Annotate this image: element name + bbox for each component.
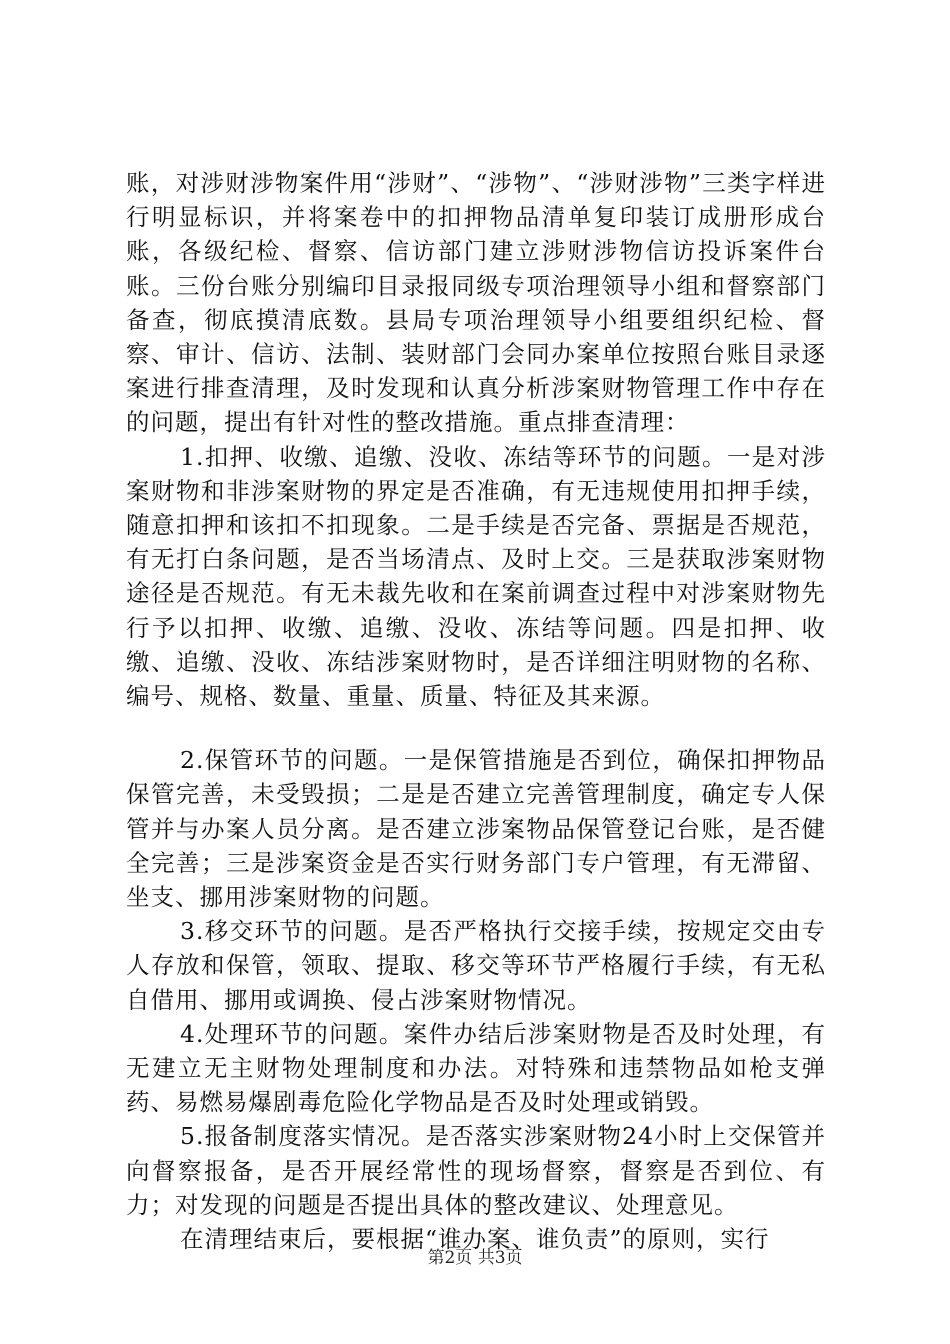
paragraph-continuation: 账，对涉财涉物案件用“涉财”、“涉物”、“涉财涉物”三类字样进行明显标识，并将案卷中的扣押物品清单复印装订成册形成台账，各级纪检、督察、信访部门建立涉财涉物信访投诉案件台账。三份台账分别编印目录报同级专项治理领导小组和督察部门备查，彻底摸清底数。县局专项治理领导小组要组织纪检、督察、审计、信访、法制、装财部门会同办案单位按照台账目录逐案进行排查清理，及时发现和认真分析涉案财物管理工作中存在的问题，提出有针对性的整改措施。重点排查清理： — [126, 169, 826, 437]
paragraph-item-5: 5.报备制度落实情况。是否落实涉案财物24小时上交保管并向督察报备，是否开展经常性的现场督察，督察是否到位、有力；对发现的问题是否提出具体的整改建议、处理意见。 — [126, 1122, 826, 1219]
document-body — [126, 166, 826, 1256]
paragraph-item-1: 1.扣押、收缴、追缴、没收、冻结等环节的问题。一是对涉案财物和非涉案财物的界定是否准确，有无违规使用扣押手续，随意扣押和该扣不扣现象。二是手续是否完备、票据是否规范，有无打白条问题，是否当场清点、及时上交。三是获取涉案财物途径是否规范。有无未裁先收和在案前调查过程中对涉案财物先行予以扣押、收缴、追缴、没收、冻结等问题。四是扣押、收缴、追缴、没收、冻结涉案财物时，是否详细注明财物的名称、编号、规格、数量、重量、质量、特征及其来源。 — [126, 442, 826, 711]
paragraph-closing: 在清理结束后，要根据“谁办案、谁负责”的原则，实行 — [180, 1225, 770, 1254]
paragraph-item-3: 3.移交环节的问题。是否严格执行交接手续，按规定交由专人存放和保管，领取、提取、移交等环节严格履行手续，有无私自借用、挪用或调换、侵占涉案财物情况。 — [126, 917, 826, 1014]
paragraph-item-4: 4.处理环节的问题。案件办结后涉案财物是否及时处理，有无建立无主财物处理制度和办法。对特殊和违禁物品如枪支弹药、易燃易爆剧毒危险化学物品是否及时处理或销毁。 — [126, 1019, 826, 1117]
paragraph-item-2: 2.保管环节的问题。一是保管措施是否到位，确保扣押物品保管完善，未受毁损；二是是否建立完善管理制度，确定专人保管并与办案人员分离。是否建立涉案物品保管登记台账，是否健全完善；三是涉案资金是否实行财务部门专户管理，有无滞留、坐支、挪用涉案财物的问题。 — [126, 746, 826, 912]
page-footer: 第2页 共3页 — [427, 1248, 523, 1268]
